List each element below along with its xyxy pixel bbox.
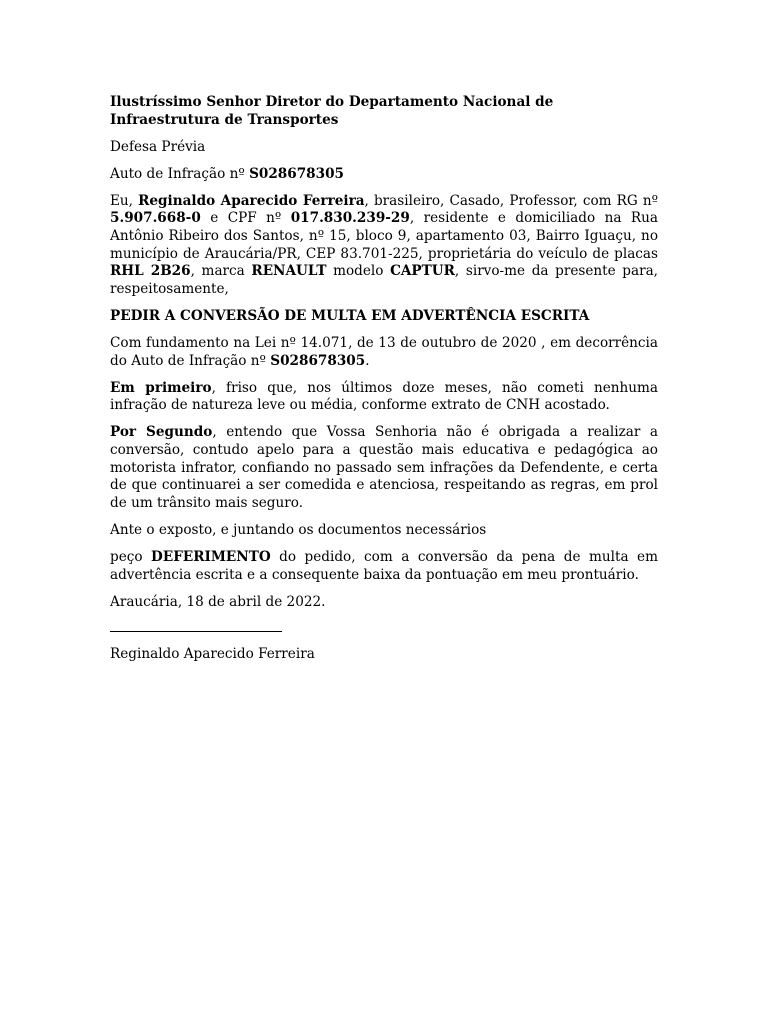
first-argument-text: , friso que, nos últimos doze meses, não cometi nenhuma infração de natureza leve ou média, conforme extrato de CNH acostado. [110, 379, 658, 414]
author-name: Reginaldo Aparecido Ferreira [138, 192, 365, 209]
vehicle-plate: RHL 2B26 [110, 263, 191, 280]
intro-text-5: , marca [190, 263, 252, 280]
exposed-paragraph [110, 522, 658, 540]
second-argument-text: , entendo que Vossa Senhoria não é obrigada a realizar a conversão, contudo apelo para a questão mais educativa e pedagógica ao motorista infrator, confiando no passado sem infrações da Defendente, e certa de que continuarei a ser comedida e atenciosa, respeitando as regras, em prol de um trânsito mais seguro. [110, 424, 658, 511]
intro-text-3: e CPF nº [200, 210, 291, 227]
exposed-text: Ante o exposto, e juntando os documentos necessários [110, 521, 487, 538]
signature-line [110, 631, 282, 632]
closing-text-1: peço [110, 548, 152, 565]
document-type-text: Defesa Prévia [110, 138, 206, 155]
intro-paragraph [110, 193, 658, 299]
signature-name [110, 646, 658, 664]
rg-number: 5.907.668-0 [110, 210, 201, 227]
second-argument-paragraph [110, 424, 658, 512]
cpf-number: 017.830.239-29 [290, 210, 410, 227]
vehicle-brand: RENAULT [251, 263, 327, 280]
place-date [110, 594, 658, 612]
intro-text-1: Eu, [110, 192, 139, 209]
intro-text-6: modelo [326, 263, 391, 280]
closing-text-2: do pedido, com a conversão da pena de multa em advertência escrita e a consequente baixa da pontuação em meu prontuário. [110, 548, 658, 583]
request-heading [110, 308, 658, 326]
place-date-text: Araucária, 18 de abril de 2022. [110, 593, 326, 610]
deferment-word: DEFERIMENTO [151, 548, 271, 565]
intro-text-2: , brasileiro, Casado, Professor, com RG nº [364, 192, 658, 209]
second-argument-lead: Por Segundo [110, 424, 213, 441]
recipient-heading [110, 94, 658, 129]
recipient-text: Ilustríssimo Senhor Diretor do Departamento Nacional de Infraestrutura de Transportes [110, 94, 554, 128]
closing-paragraph [110, 549, 658, 584]
first-argument-paragraph [110, 380, 658, 415]
legal-basis-text-1: Com fundamento na Lei nº 14.071, de 13 de outubro de 2020 , em decorrência do Auto de Infração nº [110, 335, 658, 369]
document-type [110, 139, 658, 157]
document-body [110, 94, 658, 673]
signature-name-text: Reginaldo Aparecido Ferreira [110, 646, 315, 663]
request-heading-text: PEDIR A CONVERSÃO DE MULTA EM ADVERTÊNCIA ESCRITA [110, 307, 590, 324]
first-argument-lead: Em primeiro [110, 379, 212, 396]
legal-basis-infraction-number: S028678305 [270, 352, 366, 369]
infraction-number: S028678305 [249, 165, 345, 182]
vehicle-model: CAPTUR [390, 263, 455, 280]
infraction-label: Auto de Infração nº [110, 165, 250, 182]
legal-basis-text-2: . [365, 352, 370, 369]
intro-text-4: , residente e domiciliado na Rua Antônio Ribeiro dos Santos, nº 15, bloco 9, apartamento 03, Bairro Iguaçu, no município de Araucária/PR, CEP 83.701-225, proprietária do veículo de placas [110, 210, 658, 262]
infraction-notice [110, 166, 658, 184]
legal-basis-paragraph [110, 335, 658, 370]
intro-text-7: , sirvo-me da presente para, respeitosamente, [110, 263, 659, 297]
